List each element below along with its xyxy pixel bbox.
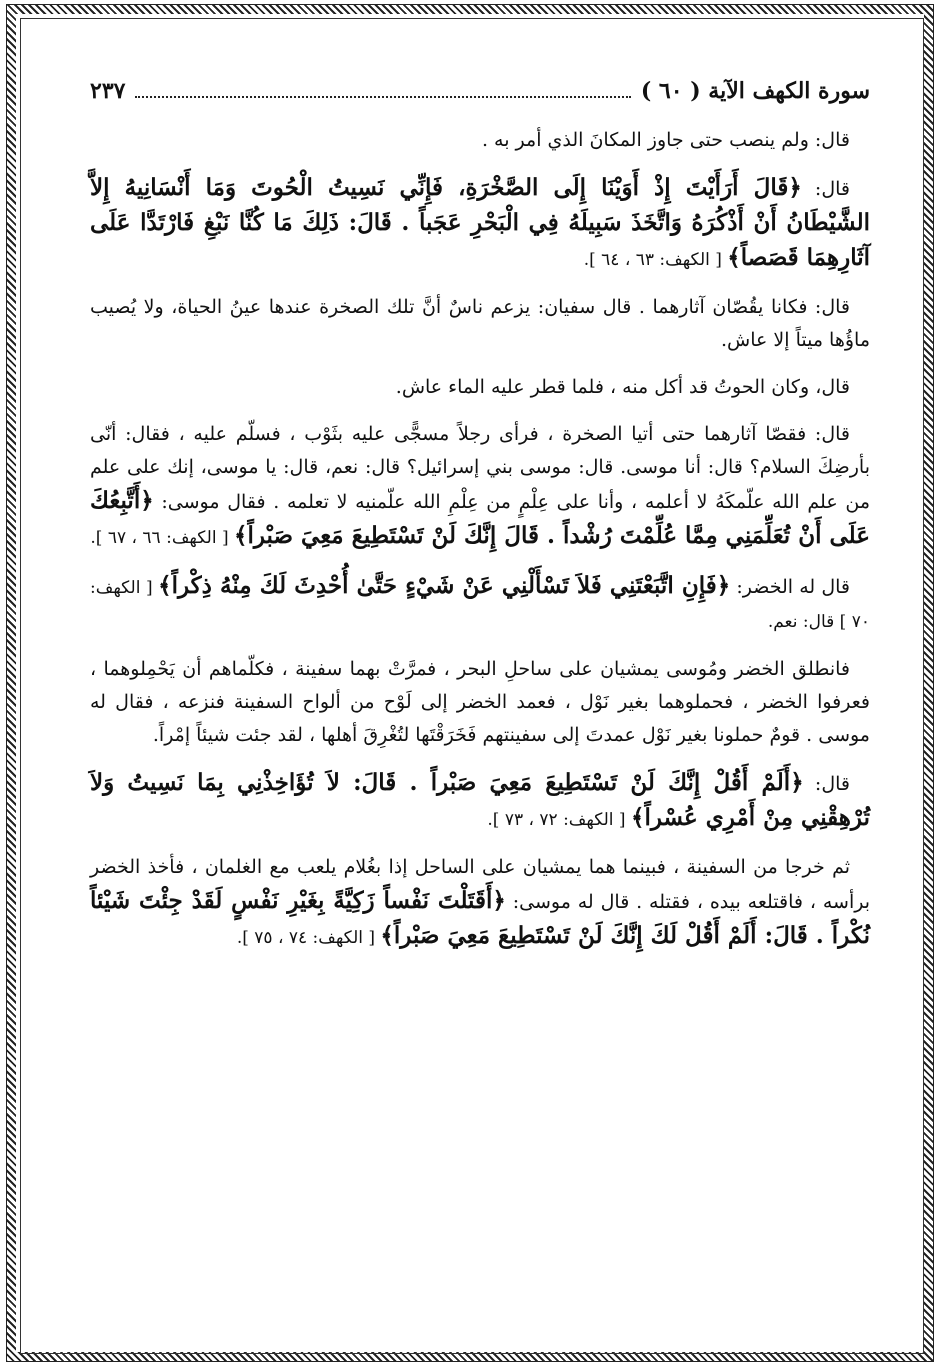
quran-verse: ﴿قَالَ أَرَأَيْتَ إِذْ أَوَيْنَا إِلَى الصَّخْرَةِ، فَإِنِّي نَسِيتُ الْحُوتَ وَمَا أَنْسَانِيهُ إِلاَّ الشَّيْطَانُ أَنْ أَذْكُرَهُ وَاتَّخَذَ سَبِيلَهُ فِي الْبَحْرِ عَجَباً . قَالَ: ذَلِكَ مَا كُنَّا نَبْغِ فَارْتَدَّا عَلَى آثَارِهِمَا قَصَصاً﴾ — [90, 174, 870, 271]
quran-verse: ﴿أَتَّبِعُكَ عَلَى أَنْ تُعَلِّمَنِي مِمَّا عُلِّمْتَ رُشْداً . قَالَ إِنَّكَ لَنْ تَسْتَطِيعَ مَعِيَ صَبْراً﴾ — [90, 487, 870, 549]
verse-reference: [ الكهف: ٦٣ ، ٦٤ ]. — [583, 250, 728, 270]
quran-verse: ﴿أَقَتَلْتَ نَفْساً زَكِيَّةً بِغَيْرِ نَفْسٍ لَقَدْ جِئْتَ شَيْئاً نُكْراً . قَالَ: أَلَمْ أَقُلْ لَكَ إِنَّكَ لَنْ تَسْتَطِيعَ مَعِيَ صَبْراً﴾ — [90, 887, 870, 949]
text: قال له الخضر: — [730, 576, 850, 598]
verse-reference: [ الكهف: ٧٢ ، ٧٣ ]. — [487, 810, 631, 830]
quran-verse: ﴿فَإِنِ اتَّبَعْتَنِي فَلاَ تَسْأَلْنِي عَنْ شَيْءٍ حَتَّىٰ أُحْدِثَ لَكَ مِنْهُ ذِكْراً﴾ — [158, 572, 731, 599]
text: قال، وكان الحوتُ قد أكل منه ، فلما قطر عليه الماء عاش. — [395, 376, 850, 398]
page-number: ٢٣٧ — [90, 78, 126, 104]
paragraph — [90, 569, 870, 639]
text: قال: فكانا يقُصّان آثارهما . قال سفيان: يزعم ناسٌ أنَّ تلك الصخرة عندها عينُ الحياة، ولا يُصيب ماؤُها ميتاً إلا عاش. — [90, 296, 870, 351]
text: فانطلق الخضر ومُوسى يمشيان على ساحلِ البحر ، فمرَّتْ بهما سفينة ، فكلّماهم أن يَحْمِلوهما ، فعرفوا الخضر ، فحملوهما بغير نَوْل ، فعمد الخضر إلى لَوْح من ألواح السفينة فنزعه ، فقال له موسى . قومٌ حملونا بغير نَوْل عمدتَ إلى سفينتهم فَخَرَقْتَها لتُغْرِقَ أهلها ، لقد جئت شيئاً إمْراً. — [90, 658, 870, 746]
paragraph — [90, 653, 870, 752]
paragraph — [90, 124, 870, 157]
verse-reference: [ الكهف: ٦٦ ، ٦٧ ]. — [90, 528, 234, 548]
text: ثم خرجا من السفينة ، فبينما هما يمشيان على الساحل إذا بغُلام يلعب مع الغلمان ، فأخذ الخضر برأسه ، فاقتلعه بيده ، فقتله . قال له موسى: — [90, 856, 871, 913]
text: قال: — [801, 178, 850, 200]
paragraph — [90, 766, 870, 837]
header-dot-leader — [135, 82, 630, 98]
quran-verse: ﴿أَلَمْ أَقُلْ إِنَّكَ لَنْ تَسْتَطِيعَ مَعِيَ صَبْراً . قَالَ: لاَ تُؤَاخِذْنِي بِمَا نَسِيتُ وَلاَ تُرْهِقْنِي مِنْ أَمْرِي عُسْراً﴾ — [90, 769, 870, 831]
header-title: سورة الكهف الآية ( ٦٠ ) — [640, 78, 870, 104]
paragraph — [90, 851, 870, 955]
paragraph — [90, 371, 870, 404]
paragraph — [90, 291, 870, 357]
text: قال: — [803, 773, 850, 795]
paragraph — [90, 171, 870, 277]
paragraph — [90, 418, 870, 555]
verse-reference: [ الكهف: ٧٠ ] قال: نعم. — [90, 578, 870, 632]
verse-reference: [ الكهف: ٧٤ ، ٧٥ ]. — [236, 928, 381, 948]
text: قال: ولم ينصب حتى جاوز المكانَ الذي أمر به . — [481, 129, 850, 151]
text: قال: فقصّا آثارهما حتى أتيا الصخرة ، فرأى رجلاً مسجًّى عليه بثَوْب ، فسلّم عليه ، فقال: أنّى بأرضِكَ السلام؟ قال: أنا موسى. قال: موسى بني إسرائيل؟ قال: نعم، قال: يا موسى، إنك على علم من علم الله علّمكَهُ لا أعلمه ، وأنا على عِلْمٍ من عِلْمِ الله علّمنيه لا تعلمه . فقال موسى: — [90, 423, 870, 513]
running-header — [90, 78, 870, 104]
book-page — [90, 78, 870, 1338]
body-text — [90, 124, 870, 955]
